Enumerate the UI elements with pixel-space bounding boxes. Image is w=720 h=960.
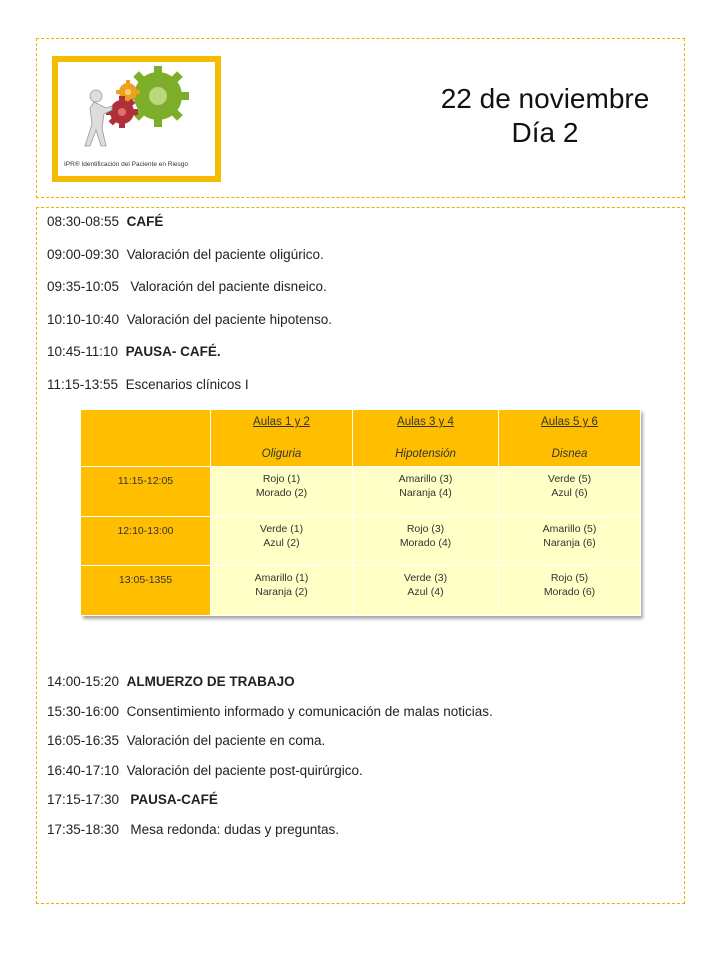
- ipr-logo: [52, 56, 221, 182]
- schedule-row: [47, 792, 218, 807]
- schedule-row: [47, 377, 249, 392]
- group-label: Rojo (5): [550, 572, 589, 585]
- header-cell: [353, 410, 499, 467]
- schedule-gap: [118, 344, 126, 359]
- schedule-time: 10:10-10:40: [47, 311, 120, 327]
- schedule-row: [47, 247, 324, 262]
- title-date: 22 de noviembre: [440, 83, 650, 114]
- schedule-time: 09:35-10:05: [47, 279, 120, 294]
- schedule-activity: Escenarios clínicos I: [125, 376, 249, 392]
- schedule-row: [47, 344, 221, 359]
- schedule-activity: Valoración del paciente hipotenso.: [126, 311, 332, 327]
- time-slot-cell: 12:10-13:00: [81, 516, 211, 566]
- group-cell: [499, 467, 641, 517]
- group-cell: [353, 467, 499, 517]
- schedule-activity: PAUSA-CAFÉ: [130, 792, 218, 807]
- group-label: Naranja (2): [255, 586, 308, 599]
- group-cell: [353, 566, 499, 616]
- header-cell: [499, 410, 641, 467]
- schedule-activity: PAUSA- CAFÉ.: [125, 344, 221, 359]
- tema-label: Oliguria: [261, 448, 302, 460]
- group-label: Azul (4): [407, 586, 444, 599]
- table-row: [81, 467, 641, 517]
- aula-label: Aulas 3 y 4: [397, 416, 454, 428]
- tema-label: Disnea: [551, 448, 588, 460]
- schedule-gap: [119, 704, 127, 719]
- schedule-row: [47, 733, 325, 748]
- schedule-time: 15:30-16:00: [47, 703, 120, 719]
- time-slot-cell: 11:15-12:05: [81, 467, 211, 517]
- group-label: Verde (5): [547, 473, 592, 485]
- schedule-gap: [119, 312, 127, 327]
- group-label: Verde (1): [259, 522, 304, 535]
- schedule-gap: [119, 214, 127, 229]
- group-cell: [211, 467, 353, 517]
- schedule-gap: [119, 674, 127, 689]
- schedule-row: [47, 312, 332, 327]
- rotation-table: [80, 409, 640, 616]
- group-label: Amarillo (3): [398, 473, 453, 485]
- schedule-time: 16:40-17:10: [47, 762, 120, 778]
- gears-figure-icon: [76, 66, 206, 156]
- schedule-row: [47, 763, 363, 778]
- aula-label: Aulas 1 y 2: [253, 416, 310, 428]
- schedule-activity: Valoración del paciente en coma.: [126, 733, 326, 748]
- group-label: Azul (2): [263, 536, 300, 549]
- schedule-gap: [119, 247, 127, 262]
- schedule-gap: [118, 377, 126, 392]
- tema-label: Hipotensión: [395, 448, 456, 460]
- table-row: [81, 516, 641, 566]
- group-label: Amarillo (1): [254, 572, 309, 585]
- table-row: [81, 566, 641, 616]
- group-cell: [211, 516, 353, 566]
- group-cell: [353, 516, 499, 566]
- schedule-time: 11:15-13:55: [47, 376, 119, 392]
- schedule-time: 17:35-18:30: [47, 821, 120, 837]
- group-cell: [499, 516, 641, 566]
- group-label: Verde (3): [403, 572, 448, 585]
- schedule-time: 17:15-17:30: [47, 792, 120, 807]
- header-cell: [211, 410, 353, 467]
- schedule-time: 14:00-15:20: [47, 674, 120, 689]
- group-label: Rojo (3): [406, 522, 445, 535]
- schedule-activity: Valoración del paciente post-quirúrgico.: [126, 762, 363, 778]
- schedule-time: 16:05-16:35: [47, 733, 120, 748]
- schedule-activity: Consentimiento informado y comunicación de malas noticias.: [126, 703, 493, 719]
- group-label: Morado (6): [543, 586, 596, 599]
- group-label: Morado (2): [255, 487, 308, 499]
- title-day: Día 2: [511, 117, 579, 148]
- schedule-row: [47, 214, 163, 229]
- aula-label: Aulas 5 y 6: [541, 416, 598, 428]
- schedule-row: [47, 674, 295, 689]
- logo-caption: IPR® Identificación del Paciente en Riesgo: [64, 161, 189, 168]
- schedule-time: 09:00-09:30: [47, 246, 120, 262]
- group-label: Morado (4): [399, 536, 452, 549]
- schedule-gap: [119, 763, 127, 778]
- group-label: Naranja (6): [543, 536, 596, 549]
- schedule-time: 08:30-08:55: [47, 214, 120, 229]
- page-title: [380, 82, 710, 150]
- schedule-activity: Valoración del paciente disneico.: [130, 279, 327, 294]
- schedule-activity: ALMUERZO DE TRABAJO: [126, 674, 295, 689]
- schedule-gap: [119, 279, 130, 294]
- schedule-row: [47, 822, 339, 837]
- schedule-gap: [119, 792, 130, 807]
- table-corner-cell: [81, 410, 211, 467]
- table-header-row: [81, 410, 641, 467]
- group-cell: [499, 566, 641, 616]
- group-cell: [211, 566, 353, 616]
- schedule-gap: [119, 822, 130, 837]
- group-label: Rojo (1): [262, 473, 301, 485]
- schedule-activity: Valoración del paciente oligúrico.: [126, 246, 324, 262]
- group-label: Amarillo (5): [542, 522, 597, 535]
- schedule-gap: [119, 733, 127, 748]
- group-label: Naranja (4): [399, 487, 452, 499]
- group-label: Azul (6): [551, 487, 588, 499]
- schedule-row: [47, 279, 327, 294]
- schedule-row: [47, 704, 493, 719]
- time-slot-cell: 13:05-1355: [81, 566, 211, 616]
- schedule-activity: Mesa redonda: dudas y preguntas.: [130, 821, 339, 837]
- schedule-activity: CAFÉ: [126, 214, 164, 229]
- schedule-time: 10:45-11:10: [47, 344, 119, 359]
